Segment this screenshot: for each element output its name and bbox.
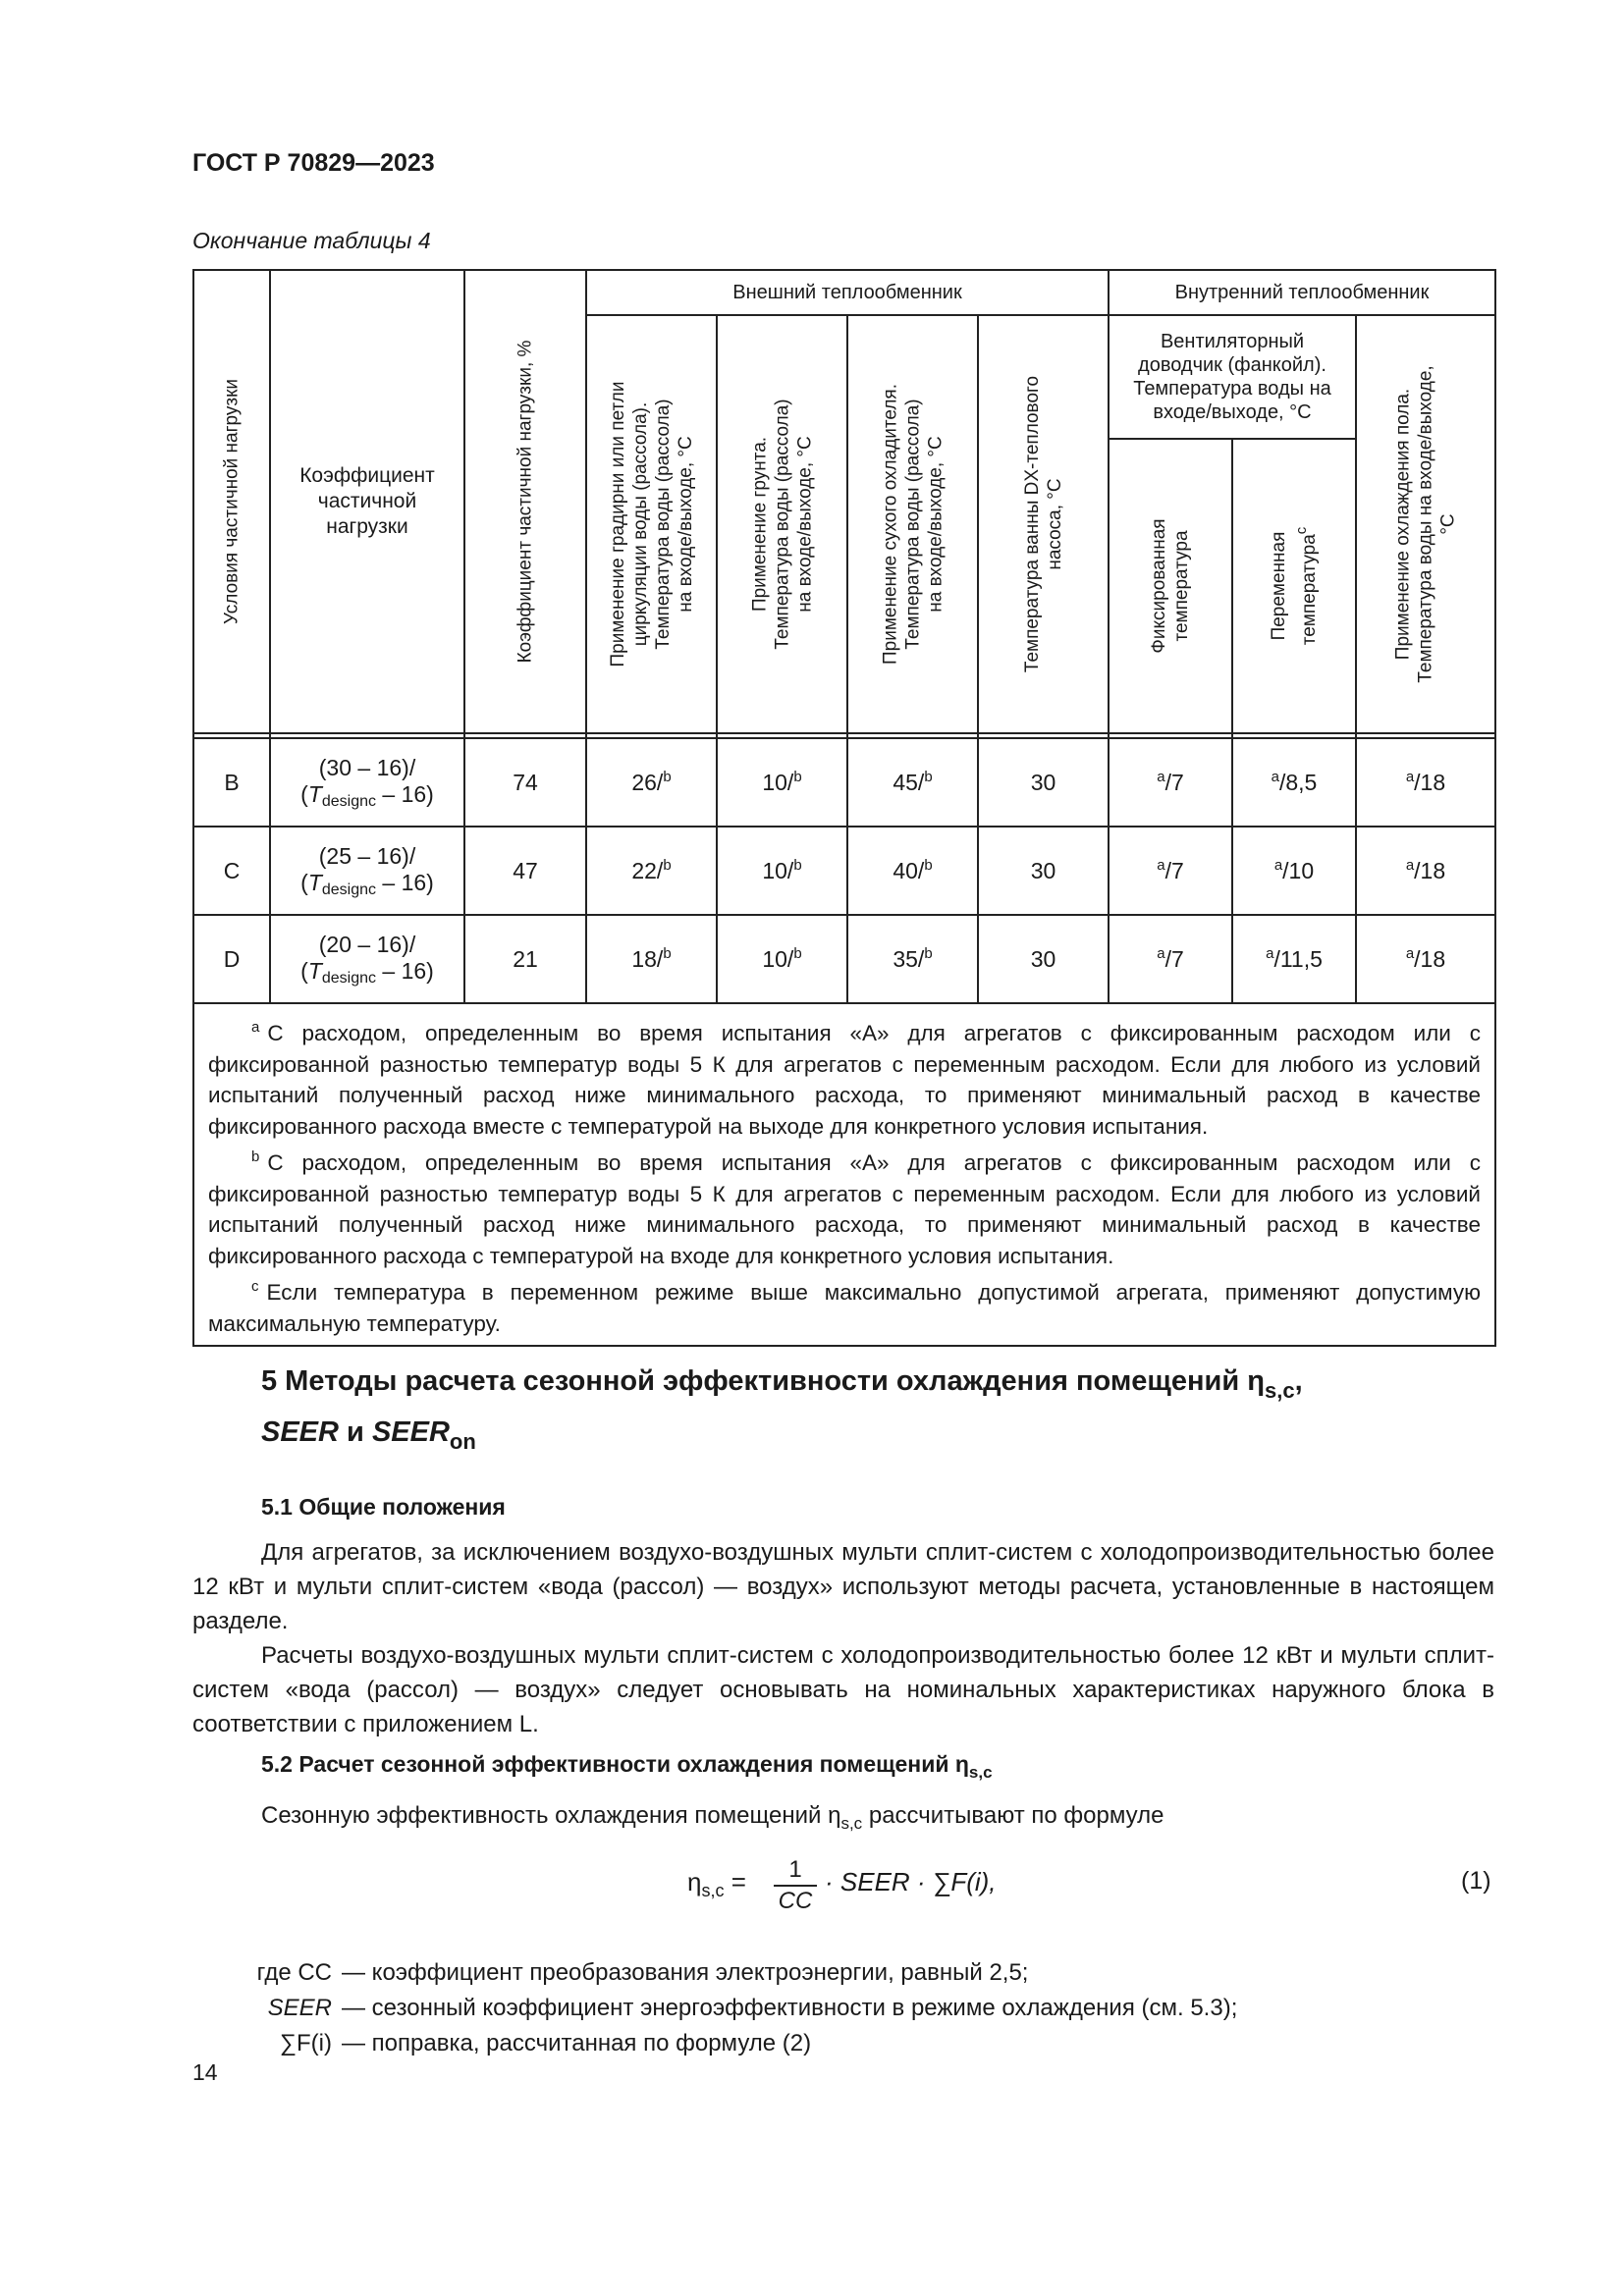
- footnote-c: $^c$ Если температура в переменном режиме выше максимально допустимой агрегата, применяют допустимую максимальную температуру.: [208, 1278, 1481, 1336]
- cell-ground: 10/$^b$: [717, 827, 847, 915]
- table-4: [192, 269, 1494, 1347]
- cell-coefficient: (20 – 16)/ $(T_{designc} - 16)$: [270, 915, 464, 1003]
- header-conditions: Условия частичной нагрузки: [193, 270, 270, 733]
- cell-ground: 10/$^b$: [717, 915, 847, 1003]
- header-coefficient: Коэффициент частичной нагрузки: [270, 270, 464, 733]
- section-5-title: 5 Методы расчета сезонной эффективности охлаждения помещений $\eta_{s,c}$, SEER и $SEER_{on}$: [261, 1365, 1303, 1454]
- list-item: ∑F(i) — поправка, рассчитанная по формуле (2): [279, 2030, 812, 2056]
- header-floor-cooling: Применение охлаждения пола. Температура воды на входе/выходе, °С: [1356, 315, 1495, 733]
- cell-dry: 40/$^b$: [847, 827, 978, 915]
- list-item: где CC — коэффициент преобразования электроэнергии, равный 2,5;: [256, 1959, 1029, 1986]
- header-dry-cooler: Применение сухого охладителя. Температура воды (рассола) на входе/выходе, °С: [847, 315, 978, 733]
- header-cooling-tower: Применение градирни или петли циркуляции воды (рассола). Температура воды (рассола) на входе/выходе, °С: [586, 315, 717, 733]
- document-code: ГОСТ Р 70829—2023: [192, 149, 435, 177]
- page-number: 14: [192, 2059, 218, 2085]
- cell-floor: $^a$/18: [1356, 738, 1495, 827]
- cell-pct: 74: [464, 738, 586, 827]
- footnote-a: $^a$ С расходом, определенным во время испытания «А» для агрегатов с фиксированным расходом или с фиксированной разностью температур воды 5 К для агрегатов с переменным расходом. Если для любого из условий испытаний полученный расход ниже минимального расхода, то применяют минимальный расход в качестве фиксированного расхода вместе с температурой на выходе для конкретного условия испытания.: [208, 1019, 1481, 1139]
- cell-variable: $^a$/10: [1232, 827, 1356, 915]
- footnote-b: $^b$ С расходом, определенным во время испытания «А» для агрегатов с фиксированным расходом или с фиксированной разностью температур воды 5 К для агрегатов с переменным расходом. Если для любого из условий испытаний полученный расход ниже минимального расхода, то применяют минимальный расход в качестве фиксированного расхода с температурой на входе для конкретного условия испытания.: [208, 1148, 1481, 1268]
- formula-number: (1): [1461, 1867, 1491, 1895]
- header-coefficient-pct: Коэффициент частичной нагрузки, %: [464, 270, 586, 733]
- formula-fraction: $\frac{1}{CC}$: [774, 1855, 817, 1916]
- document-page: ГОСТ Р 70829—2023 Окончание таблицы 4 Условия частичной нагрузки Коэффициент частичной нагрузки Коэффициент частичной нагрузки, % Внешний теплообменник Внутренний теплообменник Применение градирни или петли циркуляции воды (рассола). Температура воды (рассола) на входе/выходе, °С Применение грунта. Температура воды (рассола) на входе/выходе, °С Применение сухого охладителя. Температура воды (рассола) на входе/выходе, °С Температура ванны DX-теплового насоса, °С Вентиляторный доводчик (фанкойл). Температура воды на входе/выходе, °С Применение охлаждения пола. Температура воды на входе/выходе, °С Фиксированная температура Переменная температура$^c$ B (30 – 16)/ $(T_{designc} - 16)$ 74 26/$^b$ 10/$^b$ 45/$^b$ 30 $^a$/7 $^a$/8,5 $^a$/18 C (25 – 16)/ $(T_{designc} - 16)$ 47 22/$^b$ 10/$^b$ 40/$^b$ 30 $^a$/7 $^a$/10 $^a$/18 D (20 – 16)/ $(T_{designc} - 16)$ 21 18/$^b$ 10/$^b$ 35/$^b$ 30 $^a$/7 $^a$/11,5 $^a$/18 $^a$ С расходом, определенным во время испытания «А» для агрегатов с фиксированным расходом или с фиксированной разностью температур воды 5 К для агрегатов с переменным расходом. Если для любого из условий испытаний полученный расход ниже минимального расхода, то применяют минимальный расход в качестве фиксированного расхода вместе с температурой на выходе для конкретного условия испытания. $^b$ С расходом, определенным во время испытания «А» для агрегатов с фиксированным расходом или с фиксированной разностью температур воды 5 К для агрегатов с переменным расходом. Если для любого из условий испытаний полученный расход ниже минимального расхода, то применяют минимальный расход в качестве фиксированного расхода с температурой на входе для конкретного условия испытания. $^c$ Если температура в переменном режиме выше максимально допустимой агрегата, применяют допустимую максимальную температуру. 5 Методы расчета сезонной эффективности охлаждения помещений $\eta_{s,c}$, SEER и $SEER_{on}$ 5.1 Общие положения Для агрегатов, за исключением воздухо-воздушных мульти сплит-систем с холодопроизводительностью более 12 кВт и мульти сплит-систем «вода (рассол) — воздух» используют методы расчета, установленные в настоящем разделе. Расчеты воздухо-воздушных мульти сплит-систем с холодопроизводительностью более 12 кВт и мульти сплит-систем «вода (рассол) — воздух» следует основывать на номинальных характеристиках наружного блока в соответствии с приложением L. 5.2 Расчет сезонной эффективности охлаждения помещений $\eta_{s,c}$ Сезонную эффективность охлаждения помещений $\eta_{s,c}$ рассчитывают по формуле $\eta_{s,c}$ = $\frac{1}{CC}$ · SEER · ∑F(i), (1) где CC — коэффициент преобразования электроэнергии, равный 2,5; SEER — сезонный коэффициент энергоэффективности в режиме охлаждения (см. 5.3); ∑F(i) — поправка, рассчитанная по формуле (2) 14: [0, 0, 1624, 2296]
- cell-condition: B: [193, 738, 270, 827]
- cell-floor: $^a$/18: [1356, 827, 1495, 915]
- cell-pct: 21: [464, 915, 586, 1003]
- cell-condition: C: [193, 827, 270, 915]
- cell-floor: $^a$/18: [1356, 915, 1495, 1003]
- cell-dx: 30: [978, 827, 1109, 915]
- paragraph: Расчеты воздухо-воздушных мульти сплит-систем с холодопроизводительностью более 12 кВт и мульти сплит-систем «вода (рассол) — воздух» следует основывать на номинальных характеристиках наружного блока в соответствии с приложением L.: [192, 1642, 1494, 1737]
- section-5-1-body: [192, 1535, 1494, 1741]
- table-notes: [193, 1003, 1495, 1346]
- where-list: [192, 1955, 1494, 2061]
- section-5-2-body: [192, 1798, 1494, 1841]
- header-external-exchanger: Внешний теплообменник: [586, 270, 1109, 315]
- header-internal-exchanger: Внутренний теплообменник: [1109, 270, 1495, 315]
- cell-condition: D: [193, 915, 270, 1003]
- cell-dx: 30: [978, 915, 1109, 1003]
- header-variable-temp: Переменная температура$^c$: [1232, 439, 1356, 733]
- table-row: [193, 827, 1495, 915]
- header-dx-bath: Температура ванны DX-теплового насоса, °С: [978, 315, 1109, 733]
- cell-fixed: $^a$/7: [1109, 915, 1232, 1003]
- cell-ground: 10/$^b$: [717, 738, 847, 827]
- cell-coefficient: (30 – 16)/ $(T_{designc} - 16)$: [270, 738, 464, 827]
- cell-tower: 18/$^b$: [586, 915, 717, 1003]
- cell-dry: 45/$^b$: [847, 738, 978, 827]
- cell-variable: $^a$/8,5: [1232, 738, 1356, 827]
- list-item: SEER — сезонный коэффициент энергоэффективности в режиме охлаждения (см. 5.3);: [267, 1995, 1238, 2021]
- cell-coefficient: (25 – 16)/ $(T_{designc} - 16)$: [270, 827, 464, 915]
- cell-tower: 22/$^b$: [586, 827, 717, 915]
- header-fixed-temp: Фиксированная температура: [1109, 439, 1232, 733]
- cell-variable: $^a$/11,5: [1232, 915, 1356, 1003]
- subsection-5-1-title: 5.1 Общие положения: [261, 1494, 506, 1520]
- cell-pct: 47: [464, 827, 586, 915]
- cell-fixed: $^a$/7: [1109, 827, 1232, 915]
- header-fancoil: Вентиляторный доводчик (фанкойл). Температура воды на входе/выходе, °С: [1109, 315, 1356, 439]
- table-caption: Окончание таблицы 4: [192, 228, 431, 253]
- table-row: [193, 915, 1495, 1003]
- subsection-5-2-title: 5.2 Расчет сезонной эффективности охлаждения помещений $\eta_{s,c}$: [261, 1751, 993, 1782]
- cell-tower: 26/$^b$: [586, 738, 717, 827]
- cell-dx: 30: [978, 738, 1109, 827]
- paragraph: Сезонную эффективность охлаждения помещений $\eta_{s,c}$ рассчитывают по формуле: [261, 1802, 1164, 1833]
- paragraph: Для агрегатов, за исключением воздухо-воздушных мульти сплит-систем с холодопроизводительностью более 12 кВт и мульти сплит-систем «вода (рассол) — воздух» используют методы расчета, установленные в настоящем разделе.: [192, 1539, 1494, 1634]
- cell-fixed: $^a$/7: [1109, 738, 1232, 827]
- table-row: [193, 738, 1495, 827]
- header-ground: Применение грунта. Температура воды (рассола) на входе/выходе, °С: [717, 315, 847, 733]
- cell-dry: 35/$^b$: [847, 915, 978, 1003]
